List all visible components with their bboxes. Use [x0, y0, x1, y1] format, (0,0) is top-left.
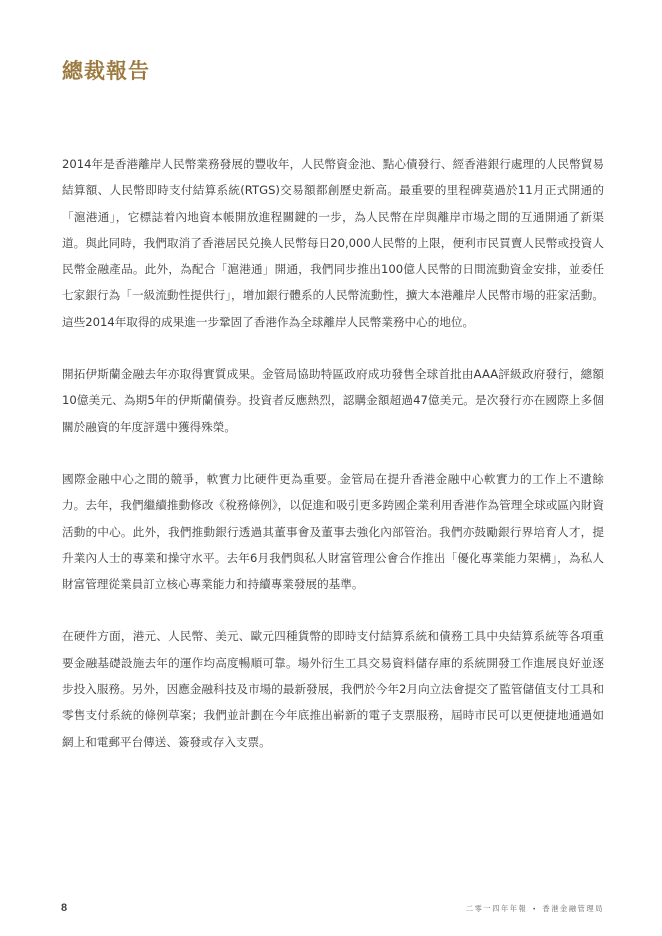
paragraph-islamic-finance: 開拓伊斯蘭金融去年亦取得實質成果。金管局協助特區政府成功發售全球首批由AAA評級政府發行，總額10億美元、為期5年的伊斯蘭債券。投資者反應熱烈，認購金額超過47億美元。是次發行亦在國際上多個關於融資的年度評選中獲得殊榮。: [62, 367, 604, 434]
report-body: [62, 151, 604, 781]
footer-report-year: 二零一四年年報: [465, 904, 528, 913]
page-title: 總裁報告: [62, 58, 150, 83]
paragraph-rmb-business: 2014年是香港離岸人民幣業務發展的豐收年，人民幣資金池、點心債發行、經香港銀行處理的人民幣貿易結算額、人民幣即時支付結算系統(RTGS)交易額都創歷史新高。最重要的里程碑莫過於11月正式開通的「滬港通」，它標誌着內地資本帳開放進程關鍵的一步，為人民幣在岸與離岸市場之間的互通開通了新渠道。與此同時，我們取消了香港居民兑換人民幣每日20,000人民幣的上限，便利市民買賣人民幣或投資人民幣金融產品。此外，為配合「滬港通」開通，我們同步推出100億人民幣的日間流動資金安排，並委任七家銀行為「一級流動性提供行」，增加銀行體系的人民幣流動性，擴大本港離岸人民幣市場的莊家活動。這些2014年取得的成果進一步鞏固了香港作為全球離岸人民幣業務中心的地位。: [62, 157, 604, 329]
page-number: 8: [61, 902, 68, 914]
paragraph-soft-power: 國際金融中心之間的競爭，軟實力比硬件更為重要。金管局在提升香港金融中心軟實力的工作上不遺餘力。去年，我們繼續推動修改《稅務條例》，以促進和吸引更多跨國企業利用香港作為管理全球或區內財資活動的中心。此外，我們推動銀行透過其董事會及董事去強化內部管治。我們亦鼓勵銀行界培育人才，提升業內人士的專業和操守水平。去年6月我們與私人財富管理公會合作推出「優化專業能力架構」，為私人財富管理從業員訂立核心專業能力和持續專業發展的基準。: [62, 471, 604, 592]
bullet-separator: •: [532, 905, 538, 913]
footer-organization: 香港金融管理局: [542, 904, 604, 913]
footer-publication: [466, 904, 604, 914]
paragraph-infrastructure: 在硬件方面，港元、人民幣、美元、歐元四種貨幣的即時支付結算系統和債務工具中央結算系統等各項重要金融基礎設施去年的運作均高度暢順可靠。場外衍生工具交易資料儲存庫的系統開發工作進展良好並逐步投入服務。另外，因應金融科技及市場的最新發展，我們於今年2月向立法會提交了監管儲值支付工具和零售支付系統的條例草案；我們並計劃在今年底推出嶄新的電子支票服務，屆時市民可以更便捷地通過如網上和電郵平台傳送、簽發或存入支票。: [62, 629, 604, 749]
